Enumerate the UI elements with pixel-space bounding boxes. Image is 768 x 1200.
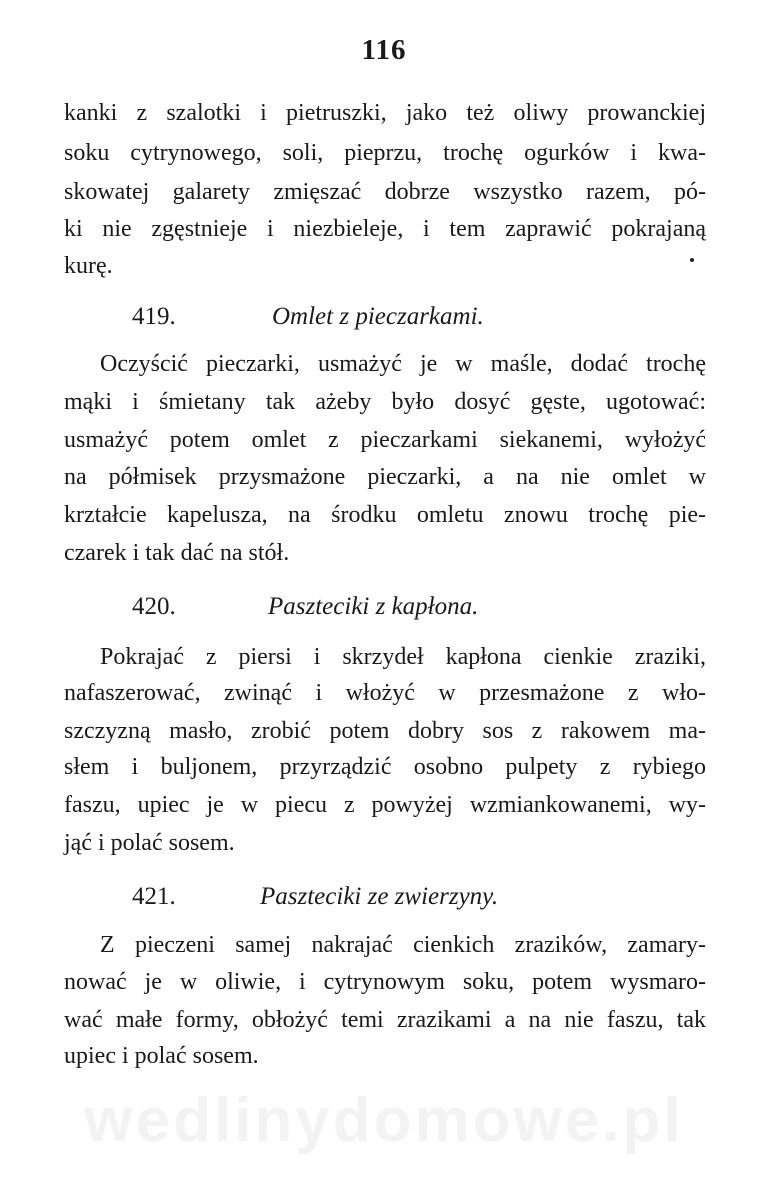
- text-line: słem i buljonem, przyrządzić osobno pulpety z rybiego: [64, 754, 706, 780]
- text-line: czarek i tak dać na stół.: [64, 540, 290, 566]
- text-line: skowatej galarety zmięszać dobrze wszystko razem, pó-: [64, 179, 706, 205]
- recipe-title: Omlet z pieczarkami.: [272, 303, 484, 330]
- recipe-title: Paszteciki ze zwierzyny.: [260, 883, 499, 910]
- text-line: wać małe formy, obłożyć temi zrazikami a na nie faszu, tak: [64, 1007, 706, 1033]
- recipe-heading: [0, 880, 768, 914]
- text-line: nować je w oliwie, i cytrynowym soku, potem wysmaro-: [64, 969, 706, 995]
- text-line: soku cytrynowego, soli, pieprzu, trochę ogurków i kwa-: [64, 140, 706, 166]
- print-speck: [690, 258, 694, 262]
- recipe-title: Paszteciki z kapłona.: [268, 593, 479, 620]
- recipe-number: 421.: [132, 883, 176, 910]
- text-line: szczyzną masło, zrobić potem dobry sos z rakowem ma-: [64, 718, 706, 744]
- text-line: Pokrajać z piersi i skrzydeł kapłona cienkie zraziki,: [100, 644, 706, 670]
- text-line: Z pieczeni samej nakrajać cienkich zrazików, zamary-: [100, 932, 706, 958]
- text-line: upiec i polać sosem.: [64, 1043, 259, 1069]
- text-line: kurę.: [64, 253, 113, 279]
- recipe-number: 420.: [132, 593, 176, 620]
- text-line: Oczyścić pieczarki, usmażyć je w maśle, dodać trochę: [100, 351, 706, 377]
- text-line: kanki z szalotki i pietruszki, jako też oliwy prowanckiej: [64, 100, 706, 126]
- recipe-heading: [0, 300, 768, 334]
- text-line: na półmisek przysmażone pieczarki, a na nie omlet w: [64, 464, 706, 490]
- text-line: jąć i polać sosem.: [64, 830, 235, 856]
- recipe-number: 419.: [132, 303, 176, 330]
- recipe-heading: [0, 590, 768, 624]
- text-line: krztałcie kapelusza, na środku omletu znowu trochę pie-: [64, 502, 706, 528]
- text-line: nafaszerować, zwinąć i włożyć w przesmażone z wło-: [64, 680, 706, 706]
- page-number: 116: [361, 34, 407, 66]
- text-line: mąki i śmietany tak ażeby było dosyć gęste, ugotować:: [64, 389, 706, 415]
- text-line: usmażyć potem omlet z pieczarkami siekanemi, wyłożyć: [64, 427, 706, 453]
- text-line: faszu, upiec je w piecu z powyżej wzmiankowanemi, wy-: [64, 792, 706, 818]
- watermark: wedlinydomowe.pl: [84, 1086, 684, 1155]
- text-line: ki nie zgęstnieje i niezbieleje, i tem zaprawić pokrajaną: [64, 216, 706, 242]
